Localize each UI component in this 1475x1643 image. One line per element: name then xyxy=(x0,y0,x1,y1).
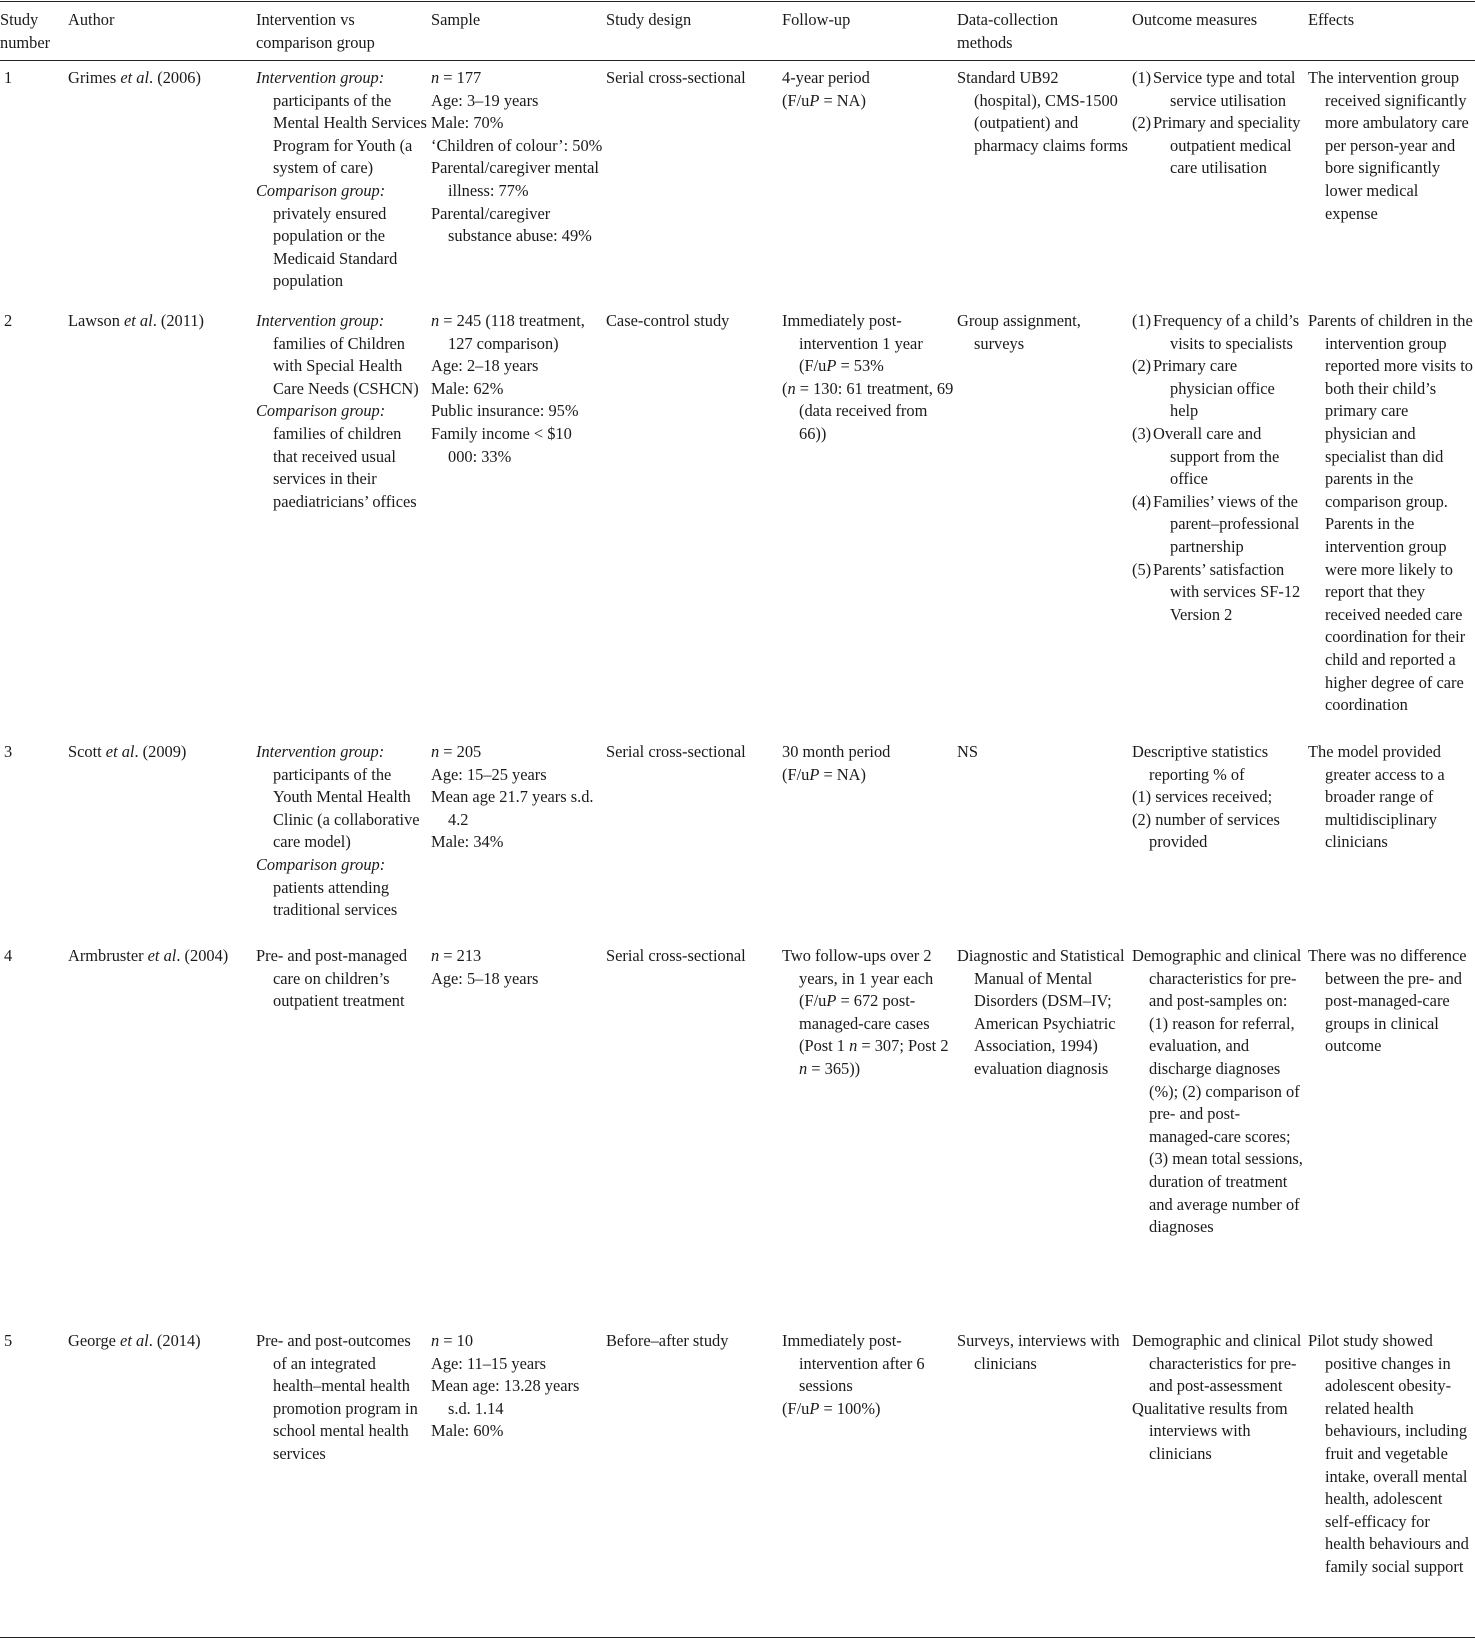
text-run: Parental/caregiver substance abuse: 49% xyxy=(431,203,592,246)
text-run: = 53% xyxy=(836,356,884,376)
header-outcomes xyxy=(1132,9,1304,32)
text-run: P xyxy=(826,356,837,376)
text-run: Grimes xyxy=(68,68,121,87)
design-cell xyxy=(606,67,778,90)
outcome-text: Primary care physician office help xyxy=(1153,356,1275,421)
group-text: families of children that received usual services in their paediatricians’ offices xyxy=(273,423,417,511)
outcome-number: (2) xyxy=(1132,113,1152,133)
text-run: Age: 2–18 years xyxy=(431,356,539,376)
text-run: Mean age 21.7 years s.d. 4.2 xyxy=(431,787,594,829)
outcomes-cell xyxy=(1132,67,1304,180)
intervention-group xyxy=(256,67,428,180)
text-run: n xyxy=(431,311,440,330)
intervention-group xyxy=(256,741,428,854)
text-run: et al xyxy=(105,742,135,761)
followup-line xyxy=(782,1330,954,1398)
header-line: Outcome measures xyxy=(1132,10,1258,29)
text-run: = 100%) xyxy=(819,1398,881,1418)
author-cell xyxy=(68,1330,253,1353)
outcomes-cell xyxy=(1132,1330,1304,1466)
sample-cell xyxy=(431,67,603,248)
followup-line xyxy=(782,310,954,378)
study-number-text: 4 xyxy=(4,946,13,965)
design-text: Before–after study xyxy=(606,1331,729,1350)
outcome-number: (1) xyxy=(1132,68,1152,87)
text-run: et al xyxy=(124,311,153,330)
text-run: = NA) xyxy=(819,90,866,110)
text-run: n xyxy=(431,742,440,761)
author-cell xyxy=(68,741,253,764)
data-collection-text: Standard UB92 (hospital), CMS-1500 (outpatient) and pharmacy claims forms xyxy=(957,68,1128,155)
outcomes-cell xyxy=(1132,310,1304,626)
sample-line xyxy=(431,1375,603,1420)
text-run: Age: 5–18 years xyxy=(431,968,539,988)
text-run: P xyxy=(826,991,837,1011)
header-line: Data-collection xyxy=(957,10,1059,29)
outcome-number: (1) xyxy=(1132,311,1152,330)
text-run: P xyxy=(809,1398,820,1418)
outcome-number: (4) xyxy=(1132,491,1152,511)
sample-line xyxy=(431,112,603,135)
intervention-cell xyxy=(256,741,428,922)
text-run: Parental/caregiver mental illness: 77% xyxy=(431,158,599,200)
text-run: Two follow-ups over 2 years, in 1 year each (F/u xyxy=(782,946,934,1011)
data-collection-cell xyxy=(957,67,1129,157)
sample-line xyxy=(431,1353,603,1376)
data-collection-text: NS xyxy=(957,742,978,761)
sample-line xyxy=(431,831,603,854)
text-run: = 672 post-managed-care cases (Post 1 xyxy=(799,991,930,1056)
outcomes-cell xyxy=(1132,741,1304,854)
author-cell xyxy=(68,310,253,333)
sample-cell xyxy=(431,1330,603,1443)
outcome-item xyxy=(1132,423,1304,491)
outcome-text: Service type and total service utilisation xyxy=(1153,68,1296,110)
outcome-number: (5) xyxy=(1132,559,1152,579)
outcome-item xyxy=(1132,491,1304,559)
outcome-item xyxy=(1132,67,1304,112)
text-run: Male: 34% xyxy=(431,832,504,852)
text-run: Age: 15–25 years xyxy=(431,764,547,784)
outcome-text: Frequency of a child’s visits to specialists xyxy=(1153,311,1300,353)
sample-cell xyxy=(431,945,603,990)
intervention-group xyxy=(256,310,428,400)
intervention-group xyxy=(256,400,428,513)
group-text: privately ensured population or the Medicaid Standard population xyxy=(273,203,398,291)
header-line: Sample xyxy=(431,10,481,29)
outcome-intro xyxy=(1132,741,1304,854)
text-run: = 307; Post 2 xyxy=(857,1036,949,1056)
design-text: Serial cross-sectional xyxy=(606,742,746,761)
group-text: participants of the Mental Health Services Program for Youth (a system of care) xyxy=(273,90,427,178)
text-run: Lawson xyxy=(68,311,124,330)
effects-text: Pilot study showed positive changes in adolescent obesity-related health behaviours, including fruit and vegetable intake, overall mental health, adolescent self-efficacy for health behaviours and family social support xyxy=(1308,1331,1469,1576)
author-text xyxy=(68,1330,253,1353)
sample-line xyxy=(431,90,603,113)
intervention-cell xyxy=(256,1330,428,1466)
group-label: Comparison group: xyxy=(256,854,386,874)
followup-line xyxy=(782,741,954,764)
outcome-text: Families’ views of the parent–professional partnership xyxy=(1153,491,1300,556)
text-run: ( xyxy=(782,378,788,398)
data-collection-text: Diagnostic and Statistical Manual of Mental Disorders (DSM–IV; American Psychiatric Association, 1994) evaluation diagnosis xyxy=(957,946,1125,1078)
text-run: = 130: 61 treatment, 69 (data received from 66)) xyxy=(795,378,954,443)
intervention-cell xyxy=(256,310,428,513)
sample-cell xyxy=(431,310,603,468)
outcome-text: Parents’ satisfaction with services SF-12 Version 2 xyxy=(1153,559,1301,624)
study-number xyxy=(4,945,62,968)
sample-line xyxy=(431,378,603,401)
text-run: ‘Children of colour’: 50% xyxy=(431,135,603,155)
group-label: Intervention group: xyxy=(256,68,385,87)
outcome-item xyxy=(1132,310,1304,355)
text-run: = 177 xyxy=(439,68,482,87)
text-run: = 365)) xyxy=(807,1058,861,1078)
outcome-text: Overall care and support from the office xyxy=(1153,423,1280,489)
text-run: = 10 xyxy=(439,1331,474,1350)
outcome-sub: (2) number of services provided xyxy=(1132,809,1280,852)
sample-line xyxy=(431,310,603,355)
sample-line xyxy=(431,968,603,991)
design-cell xyxy=(606,1330,778,1353)
text-run: . (2011) xyxy=(152,311,204,330)
design-cell xyxy=(606,741,778,764)
group-text: patients attending traditional services xyxy=(273,877,398,920)
design-text: Case-control study xyxy=(606,311,730,330)
intervention-group xyxy=(256,180,428,293)
text-run: Age: 3–19 years xyxy=(431,90,539,110)
text-run: (F/u xyxy=(782,90,810,110)
outcome-intro-text: Descriptive statistics reporting % of xyxy=(1132,742,1269,784)
effects-cell xyxy=(1308,945,1473,1058)
text-run: n xyxy=(799,1058,808,1078)
text-run: Age: 11–15 years xyxy=(431,1353,547,1373)
sample-line xyxy=(431,741,603,764)
text-run: . (2009) xyxy=(134,742,187,761)
followup-line xyxy=(782,1398,954,1421)
text-run: Family income < $10 000: 33% xyxy=(431,423,572,466)
effects-text: There was no difference between the pre- and post-managed-care groups in clinical outcome xyxy=(1308,946,1467,1056)
outcome-item xyxy=(1132,112,1304,180)
intervention-text: Pre- and post-outcomes of an integrated health–mental health promotion program in school mental health services xyxy=(256,1331,418,1463)
followup-line xyxy=(782,378,954,446)
intervention-text: Pre- and post-managed care on children’s outpatient treatment xyxy=(256,946,408,1011)
text-run: Mean age: 13.28 years s.d. 1.14 xyxy=(431,1376,580,1418)
design-cell xyxy=(606,945,778,968)
outcome-item xyxy=(1132,355,1304,423)
table-bottom-rule xyxy=(0,1637,1475,1638)
text-run: = 213 xyxy=(439,946,482,965)
intervention-group xyxy=(256,854,428,922)
study-number xyxy=(4,310,62,333)
text-run: Immediately post-intervention after 6 sessions xyxy=(782,1331,925,1396)
text-run: n xyxy=(787,378,796,398)
header-effects xyxy=(1308,9,1473,32)
data-collection-cell xyxy=(957,310,1129,355)
group-label: Intervention group: xyxy=(256,742,385,761)
text-run: Male: 60% xyxy=(431,1421,504,1441)
outcome-text: Primary and speciality outpatient medical care utilisation xyxy=(1153,113,1301,178)
sample-line xyxy=(431,355,603,378)
text-run: (F/u xyxy=(782,764,810,784)
effects-text: The intervention group received significantly more ambulatory care per person-year and bore significantly lower medical expense xyxy=(1308,68,1469,223)
text-run: P xyxy=(809,90,820,110)
group-text: participants of the Youth Mental Health Clinic (a collaborative care model) xyxy=(273,764,420,852)
followup-cell xyxy=(782,1330,954,1420)
header-data-collection xyxy=(957,9,1129,54)
header-sample xyxy=(431,9,603,32)
header-line: Study xyxy=(0,10,39,29)
sample-line xyxy=(431,135,603,158)
text-run: et al xyxy=(147,946,177,965)
text-run: Male: 62% xyxy=(431,378,504,398)
sample-line xyxy=(431,1420,603,1443)
header-author xyxy=(68,9,253,32)
outcomes-cell xyxy=(1132,945,1304,1239)
sample-line xyxy=(431,764,603,787)
table-top-rule xyxy=(0,1,1475,2)
data-collection-cell xyxy=(957,1330,1129,1375)
study-number xyxy=(4,67,62,90)
text-run: Scott xyxy=(68,742,106,761)
sample-line xyxy=(431,157,603,202)
text-run: n xyxy=(431,68,440,87)
text-run: et al xyxy=(120,1331,149,1350)
followup-cell xyxy=(782,67,954,112)
group-label: Comparison group: xyxy=(256,180,386,200)
followup-line xyxy=(782,67,954,90)
design-text: Serial cross-sectional xyxy=(606,946,746,965)
outcome-number: (3) xyxy=(1132,423,1152,443)
intervention-cell xyxy=(256,945,428,1013)
text-run: et al xyxy=(120,68,150,87)
study-number-text: 5 xyxy=(4,1331,13,1350)
data-collection-cell xyxy=(957,741,1129,764)
text-run: = NA) xyxy=(819,764,866,784)
table-header-rule xyxy=(0,60,1475,61)
outcome-number: (2) xyxy=(1132,356,1152,376)
header-study-number xyxy=(0,9,50,54)
author-cell xyxy=(68,67,253,90)
followup-cell xyxy=(782,945,954,1081)
followup-line xyxy=(782,945,954,1081)
text-run: 4-year period xyxy=(782,68,870,87)
design-cell xyxy=(606,310,778,333)
study-number-text: 2 xyxy=(4,311,13,330)
followup-cell xyxy=(782,741,954,786)
data-collection-cell xyxy=(957,945,1129,1081)
header-followup xyxy=(782,9,954,32)
header-line: Follow-up xyxy=(782,10,851,29)
data-collection-text: Surveys, interviews with clinicians xyxy=(957,1331,1120,1373)
text-run: = 205 xyxy=(439,742,482,761)
study-number xyxy=(4,741,62,764)
study-number-text: 1 xyxy=(4,68,13,87)
effects-text: The model provided greater access to a broader range of multidisciplinary clinicians xyxy=(1308,742,1445,852)
text-run: (F/u xyxy=(782,1398,810,1418)
text-run: Immediately post-intervention 1 year (F/u xyxy=(782,311,923,376)
group-text: families of Children with Special Health Care Needs (CSHCN) xyxy=(273,333,419,398)
text-run: Armbruster xyxy=(68,946,148,965)
text-run: n xyxy=(431,946,440,965)
sample-line xyxy=(431,786,603,831)
header-line: Effects xyxy=(1308,10,1355,29)
effects-cell xyxy=(1308,1330,1473,1579)
group-label: Comparison group: xyxy=(256,401,386,421)
sample-line xyxy=(431,945,603,968)
text-run: P xyxy=(809,764,820,784)
outcome-paragraph: Demographic and clinical characteristics for pre- and post-assessment xyxy=(1132,1331,1302,1396)
header-intervention xyxy=(256,9,428,54)
effects-cell xyxy=(1308,310,1473,717)
sample-line xyxy=(431,1330,603,1353)
author-cell xyxy=(68,945,253,968)
study-number xyxy=(4,1330,62,1353)
sample-cell xyxy=(431,741,603,854)
header-line: comparison group xyxy=(256,32,375,52)
text-run: George xyxy=(68,1331,121,1350)
effects-cell xyxy=(1308,741,1473,854)
effects-text: Parents of children in the intervention group reported more visits to both their child’s primary care physician and specialist than did parents in the comparison group. Parents in the intervention group were more likely to report that they received needed care coordination for their child and reported a higher degree of care coordination xyxy=(1308,311,1473,715)
text-run: . (2004) xyxy=(176,946,229,965)
design-text: Serial cross-sectional xyxy=(606,68,746,87)
sample-line xyxy=(431,400,603,423)
effects-cell xyxy=(1308,67,1473,225)
header-line: number xyxy=(0,32,51,52)
header-line: Author xyxy=(68,10,115,29)
author-text xyxy=(68,945,253,968)
text-run: . (2006) xyxy=(149,68,201,87)
text-run: n xyxy=(849,1036,858,1056)
header-line: Study design xyxy=(606,10,692,29)
followup-line xyxy=(782,90,954,113)
header-line: Intervention vs xyxy=(256,10,355,29)
sample-line xyxy=(431,423,603,468)
outcome-text: Demographic and clinical characteristics for pre- and post-samples on: (1) reason for referral, evaluation, and discharge diagnoses (%); (2) comparison of pre- and post-managed-care scores; (3) mean total sessions, duration of treatment and average number of diagnoses xyxy=(1132,946,1303,1237)
text-run: Public insurance: 95% xyxy=(431,401,579,421)
data-collection-text: Group assignment, surveys xyxy=(957,311,1081,353)
text-run: = 245 (118 treatment, 127 comparison) xyxy=(439,311,585,353)
followup-line xyxy=(782,764,954,787)
text-run: . (2014) xyxy=(148,1331,201,1350)
text-run: 30 month period xyxy=(782,742,891,761)
author-text xyxy=(68,67,253,90)
sample-line xyxy=(431,67,603,90)
text-run: Male: 70% xyxy=(431,113,504,133)
study-number-text: 3 xyxy=(4,742,13,761)
header-line: methods xyxy=(957,32,1013,52)
author-text xyxy=(68,310,253,333)
outcome-paragraph: Qualitative results from interviews with clinicians xyxy=(1132,1398,1288,1463)
group-label: Intervention group: xyxy=(256,311,385,330)
followup-cell xyxy=(782,310,954,446)
outcome-item xyxy=(1132,559,1304,627)
intervention-cell xyxy=(256,67,428,293)
author-text xyxy=(68,741,253,764)
text-run: n xyxy=(431,1331,440,1350)
sample-line xyxy=(431,203,603,248)
header-design xyxy=(606,9,778,32)
outcome-sub: (1) services received; xyxy=(1132,787,1273,807)
